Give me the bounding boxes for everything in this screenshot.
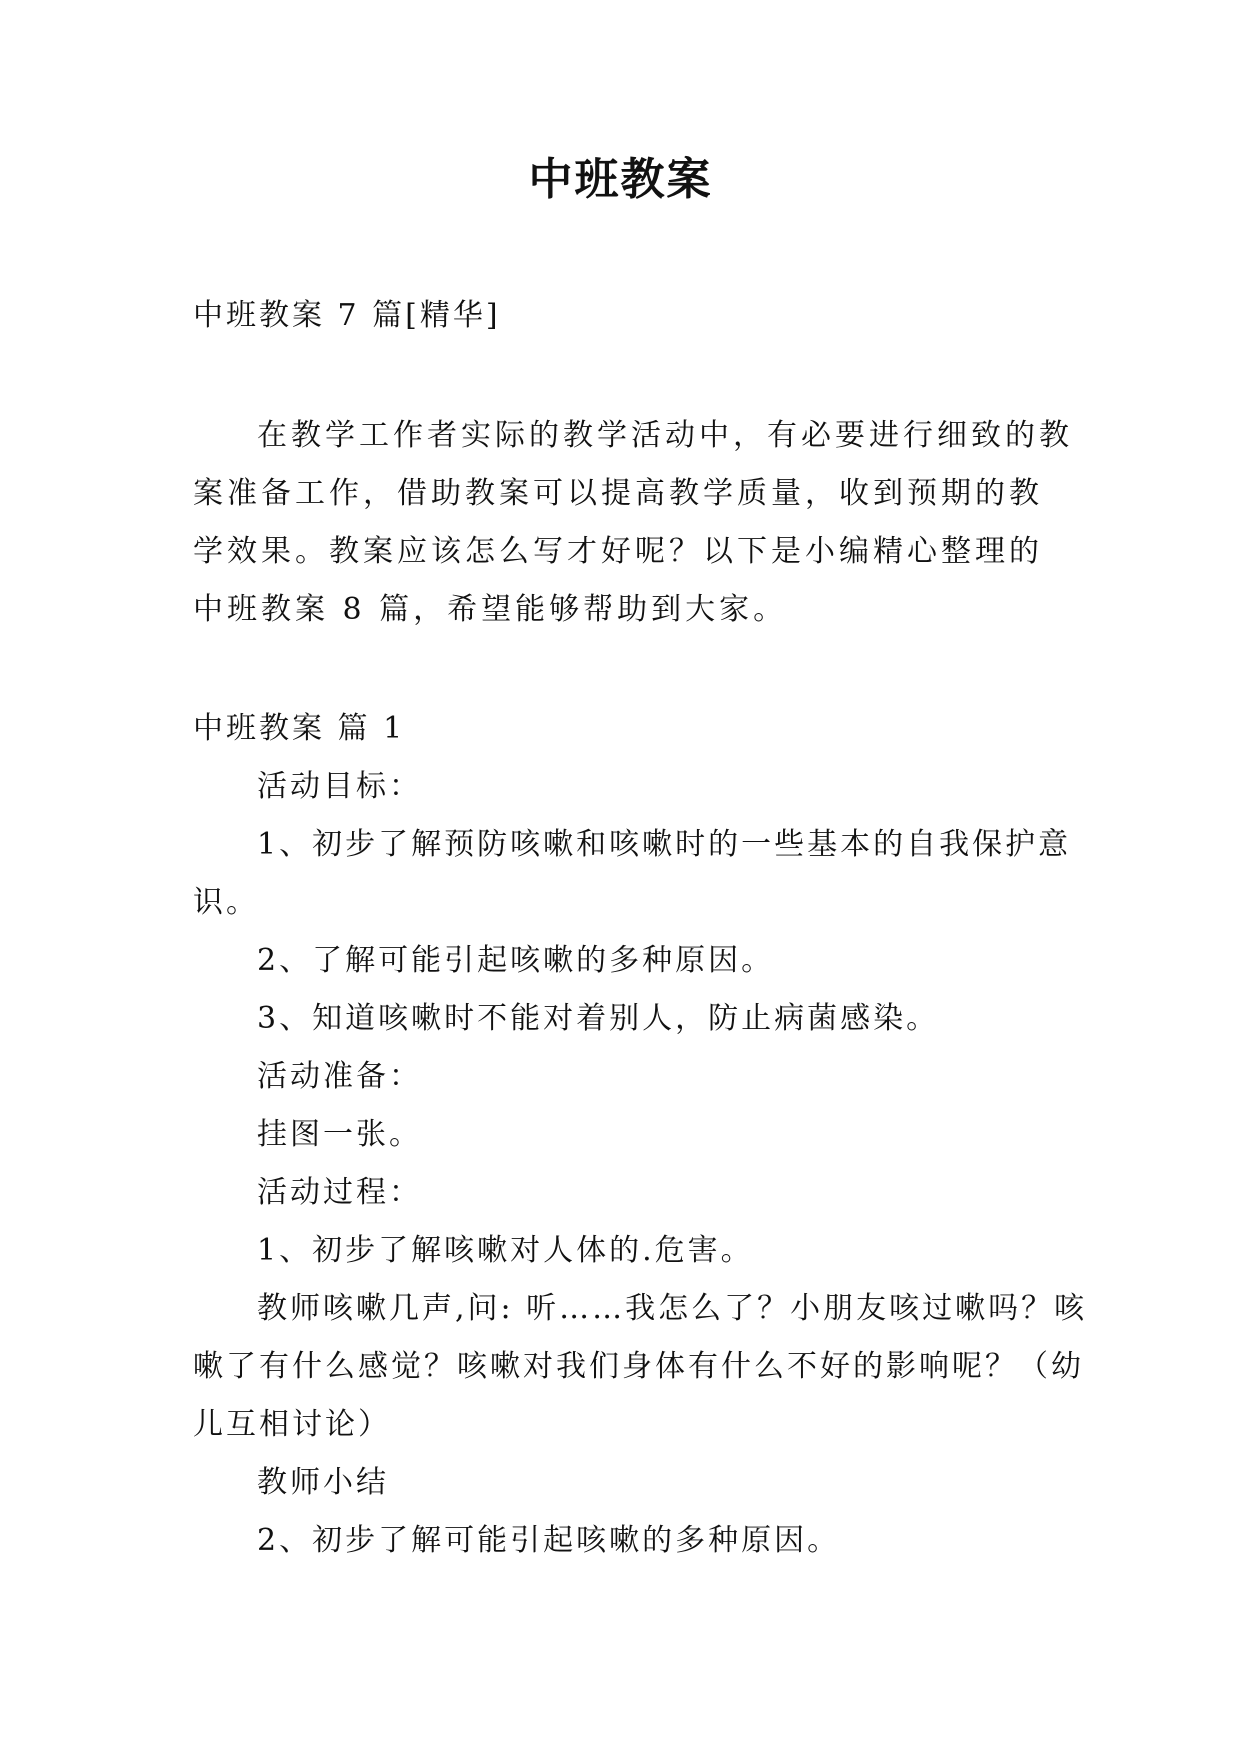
process-step-1: 1、初步了解咳嗽对人体的.危害。 (257, 1233, 754, 1268)
activity-goals-label: 活动目标： (257, 769, 422, 804)
goal-item-2: 2、了解可能引起咳嗽的多种原因。 (257, 943, 775, 978)
activity-process-label: 活动过程： (257, 1175, 422, 1210)
process-step-2: 2、初步了解可能引起咳嗽的多种原因。 (257, 1523, 841, 1558)
goal-item-1: 1、初步了解预防咳嗽和咳嗽时的一些基本的自我保护意识。 (193, 827, 1072, 920)
section-heading: 中班教案 篇 1 (193, 711, 406, 746)
teacher-dialogue-paragraph: 教师咳嗽几声,问: 听……我怎么了？小朋友咳过嗽吗？咳嗽了有什么感觉？咳嗽对我们身体有什么不好的影响呢？（幼儿互相讨论） (193, 1291, 1088, 1442)
teacher-summary-label: 教师小结 (257, 1465, 389, 1500)
activity-preparation-label: 活动准备： (257, 1059, 422, 1094)
page-title: 中班教案 (528, 154, 713, 205)
section-1 (193, 700, 1093, 1570)
intro-paragraph: 在教学工作者实际的教学活动中，有必要进行细致的教案准备工作，借助教案可以提高教学质量，收到预期的教学效果。教案应该怎么写才好呢？以下是小编精心整理的中班教案 8 篇，希望能够帮助到大家。 (193, 418, 1073, 627)
document-subtitle: 中班教案 7 篇[精华] (193, 298, 501, 333)
goal-item-3: 3、知道咳嗽时不能对着别人，防止病菌感染。 (257, 1001, 940, 1036)
preparation-item: 挂图一张。 (257, 1117, 422, 1152)
